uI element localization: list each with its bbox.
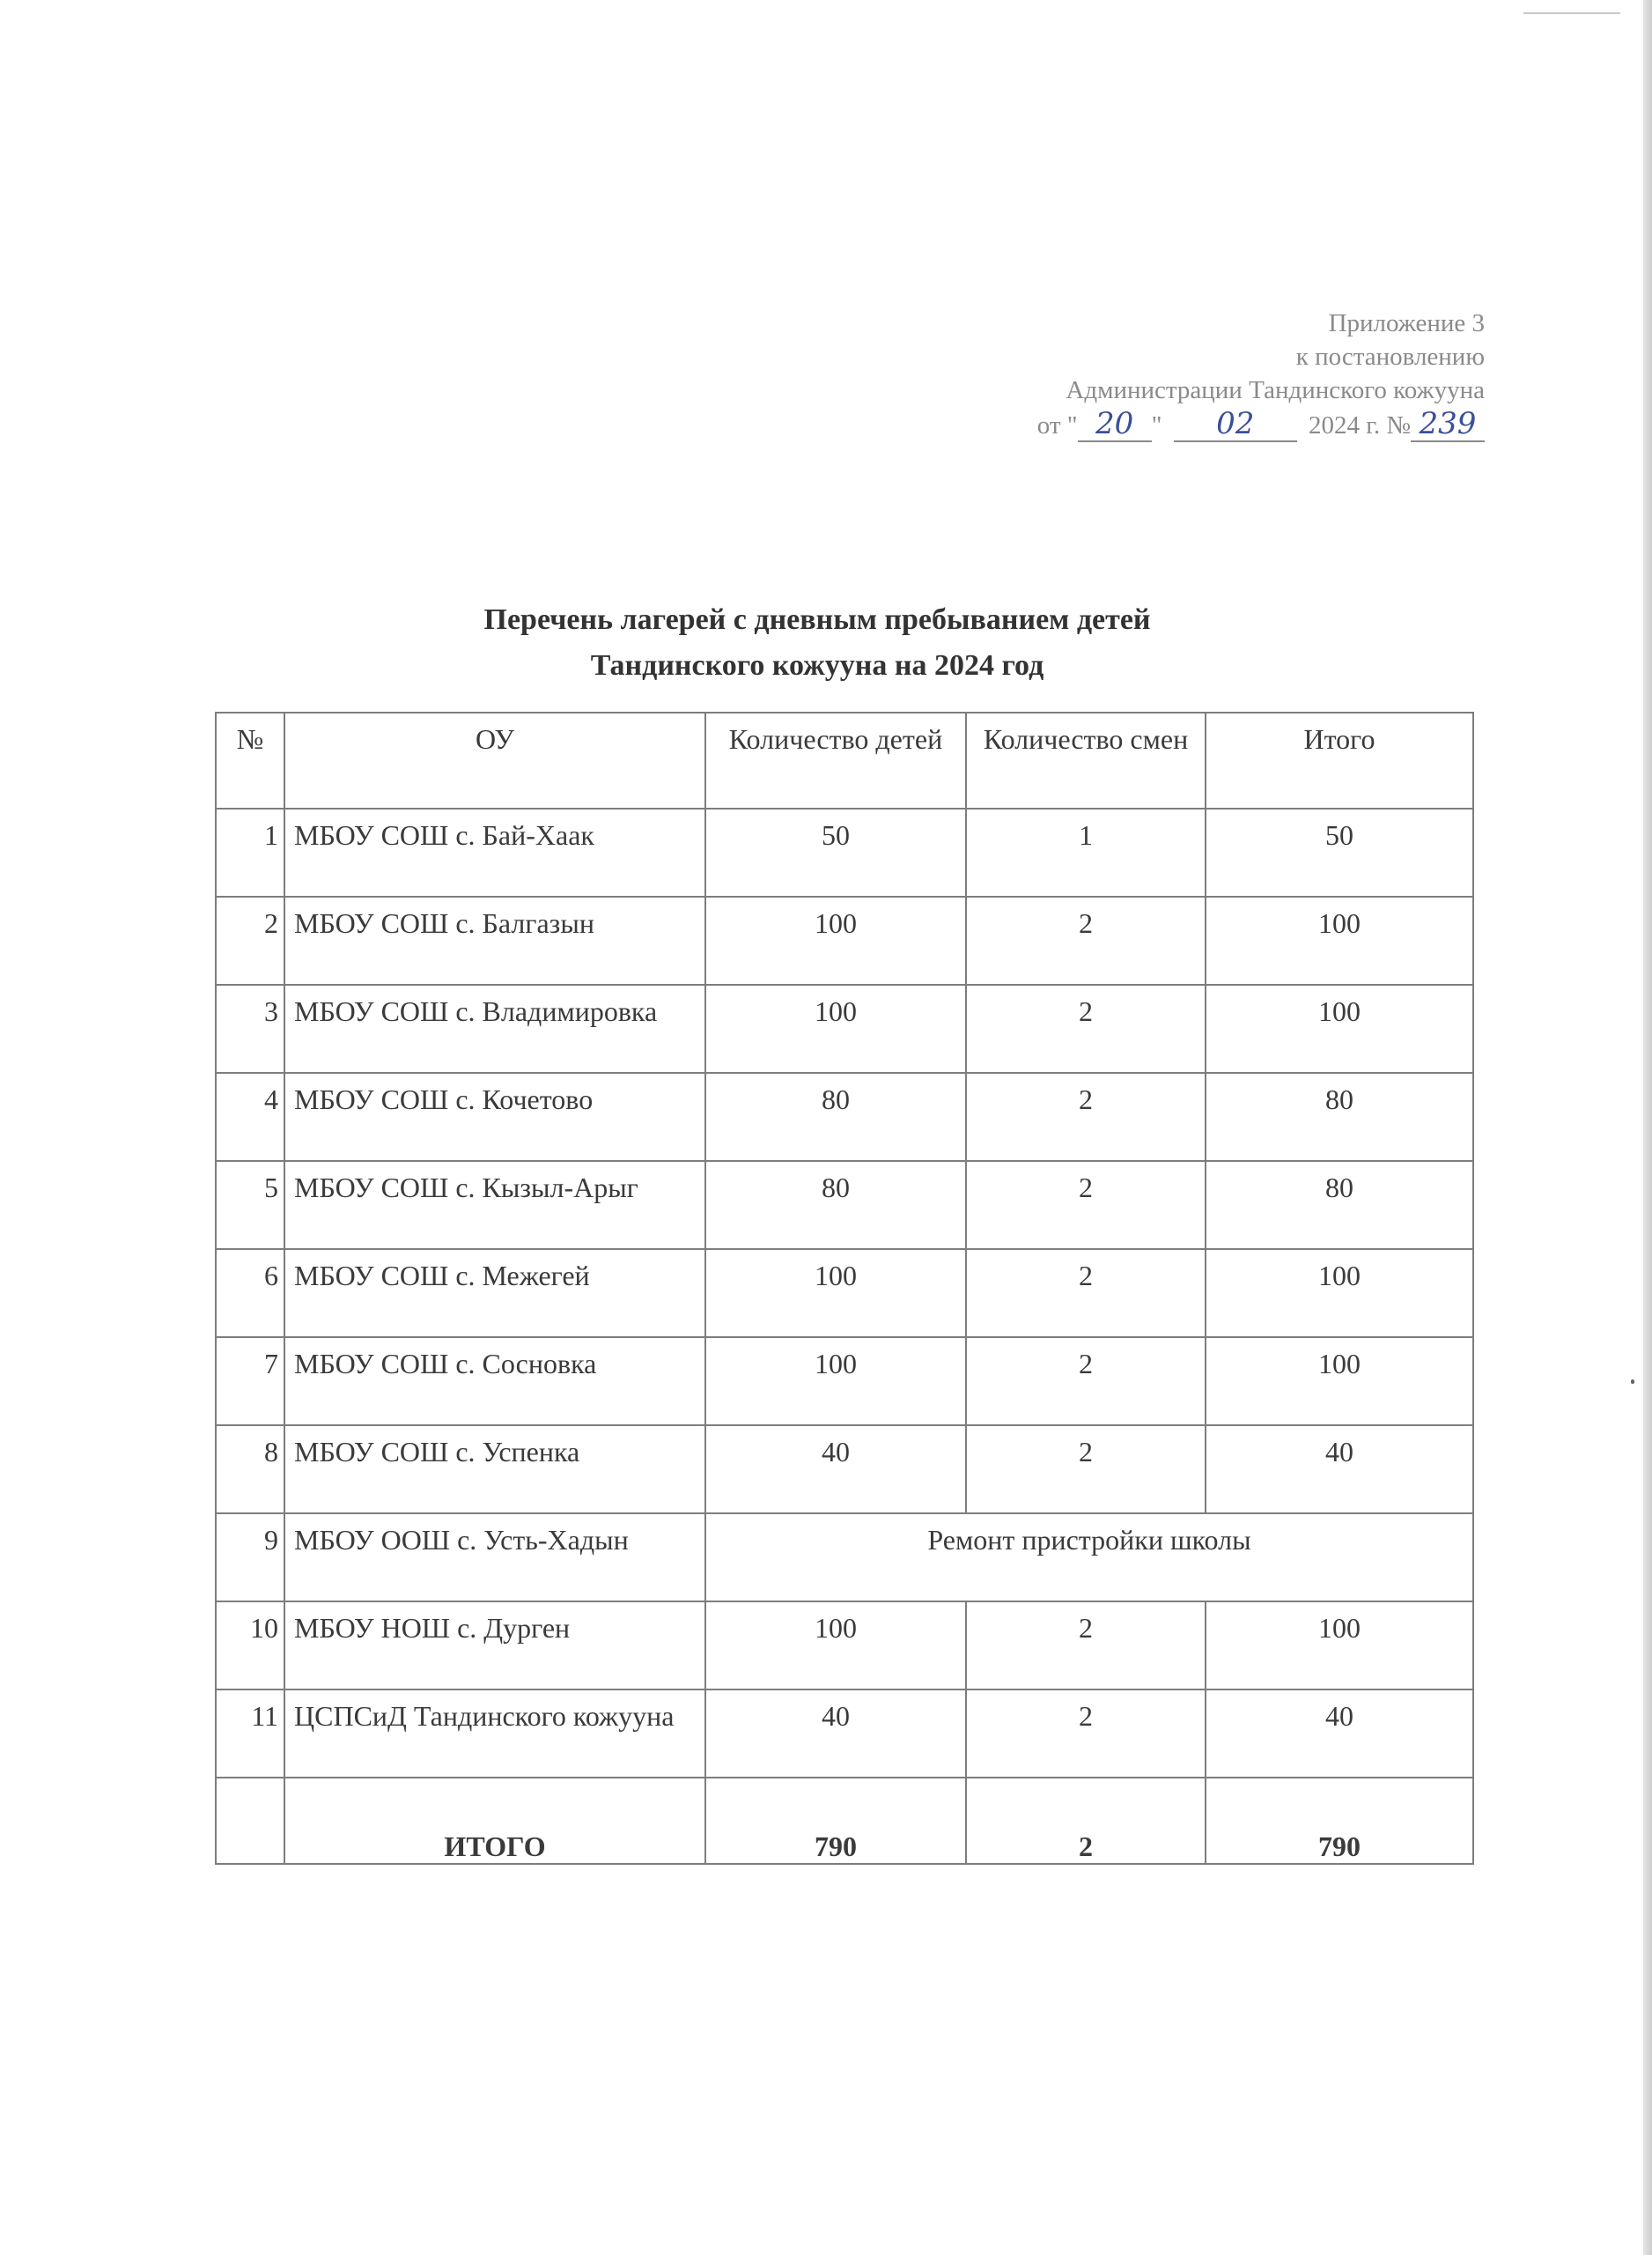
row-institution: МБОУ НОШ с. Дурген (284, 1601, 705, 1689)
row-note-merged: Ремонт пристройки школы (705, 1513, 1473, 1601)
document-title (0, 597, 1652, 689)
appendix-header (1037, 307, 1485, 442)
handwritten-doc-number: 239 (1411, 407, 1485, 442)
row-num: 9 (216, 1513, 284, 1601)
header-shifts: Количество смен (966, 713, 1206, 809)
row-institution: МБОУ СОШ с. Владимировка (284, 985, 705, 1073)
total-shifts: 2 (966, 1778, 1206, 1864)
date-prefix: от " (1036, 411, 1078, 440)
row-num: 2 (216, 897, 284, 985)
appendix-date-line (1037, 407, 1485, 442)
header-institution: ОУ (284, 713, 705, 809)
row-shifts: 2 (966, 1249, 1206, 1337)
header-num: № (216, 713, 284, 809)
table-header-row (216, 713, 1473, 809)
row-shifts: 2 (966, 897, 1206, 985)
date-year: 2024 г. № (1308, 411, 1411, 440)
row-children: 80 (705, 1161, 966, 1249)
row-children: 80 (705, 1073, 966, 1161)
table-row (216, 1425, 1473, 1513)
table-row (216, 1689, 1473, 1778)
row-shifts: 2 (966, 1073, 1206, 1161)
row-num: 8 (216, 1425, 284, 1513)
row-children: 100 (705, 985, 966, 1073)
row-institution: МБОУ СОШ с. Сосновка (284, 1337, 705, 1425)
row-total: 80 (1206, 1073, 1473, 1161)
total-total: 790 (1206, 1778, 1473, 1864)
row-institution: МБОУ ООШ с. Усть-Хадын (284, 1513, 705, 1601)
date-quote: " (1151, 411, 1162, 440)
row-institution: ЦСПСиД Тандинского кожууна (284, 1689, 705, 1778)
total-row-num-empty (216, 1778, 284, 1864)
row-total: 100 (1206, 1249, 1473, 1337)
title-line-2: Тандинского кожууна на 2024 год (590, 649, 1044, 682)
table-row (216, 1073, 1473, 1161)
header-total: Итого (1206, 713, 1473, 809)
row-shifts: 1 (966, 809, 1206, 897)
scan-speck (1631, 1379, 1634, 1384)
row-total: 100 (1206, 985, 1473, 1073)
row-num: 6 (216, 1249, 284, 1337)
row-total: 50 (1206, 809, 1473, 897)
table-row (216, 985, 1473, 1073)
total-children: 790 (705, 1778, 966, 1864)
table-row (216, 1337, 1473, 1425)
row-children: 100 (705, 1249, 966, 1337)
row-shifts: 2 (966, 1161, 1206, 1249)
row-children: 100 (705, 1601, 966, 1689)
row-institution: МБОУ СОШ с. Кочетово (284, 1073, 705, 1161)
row-total: 40 (1206, 1425, 1473, 1513)
row-total: 100 (1206, 897, 1473, 985)
row-num: 4 (216, 1073, 284, 1161)
row-total: 40 (1206, 1689, 1473, 1778)
row-institution: МБОУ СОШ с. Балгазын (284, 897, 705, 985)
row-num: 3 (216, 985, 284, 1073)
total-row (216, 1778, 1473, 1864)
title-line-1: Перечень лагерей с дневным пребыванием детей (483, 603, 1151, 636)
camps-table (215, 712, 1474, 1865)
row-num: 5 (216, 1161, 284, 1249)
row-institution: МБОУ СОШ с. Бай-Хаак (284, 809, 705, 897)
row-children: 40 (705, 1689, 966, 1778)
appendix-line-2: к постановлению (1295, 343, 1485, 371)
row-children: 50 (705, 809, 966, 897)
row-institution: МБОУ СОШ с. Межегей (284, 1249, 705, 1337)
row-shifts: 2 (966, 1425, 1206, 1513)
row-shifts: 2 (966, 985, 1206, 1073)
table-row (216, 1161, 1473, 1249)
handwritten-month: 02 (1174, 407, 1297, 442)
row-shifts: 2 (966, 1337, 1206, 1425)
total-label: ИТОГО (284, 1778, 705, 1864)
row-children: 100 (705, 1337, 966, 1425)
row-institution: МБОУ СОШ с. Кызыл-Арыг (284, 1161, 705, 1249)
row-institution: МБОУ СОШ с. Успенка (284, 1425, 705, 1513)
header-children: Количество детей (705, 713, 966, 809)
scan-artifact-line (1523, 12, 1620, 14)
row-num: 1 (216, 809, 284, 897)
row-total: 80 (1206, 1161, 1473, 1249)
row-num: 10 (216, 1601, 284, 1689)
table-row (216, 1601, 1473, 1689)
appendix-line-1: Приложение 3 (1328, 309, 1485, 337)
row-num: 7 (216, 1337, 284, 1425)
scan-edge (1643, 0, 1652, 2255)
row-total: 100 (1206, 1601, 1473, 1689)
row-children: 100 (705, 897, 966, 985)
row-shifts: 2 (966, 1601, 1206, 1689)
table-row (216, 897, 1473, 985)
handwritten-day: 20 (1078, 407, 1152, 442)
table-row (216, 809, 1473, 897)
row-children: 40 (705, 1425, 966, 1513)
table-row (216, 1249, 1473, 1337)
table-row (216, 1513, 1473, 1601)
appendix-line-3: Администрации Тандинского кожууна (1066, 376, 1485, 404)
row-shifts: 2 (966, 1689, 1206, 1778)
row-total: 100 (1206, 1337, 1473, 1425)
row-num: 11 (216, 1689, 284, 1778)
